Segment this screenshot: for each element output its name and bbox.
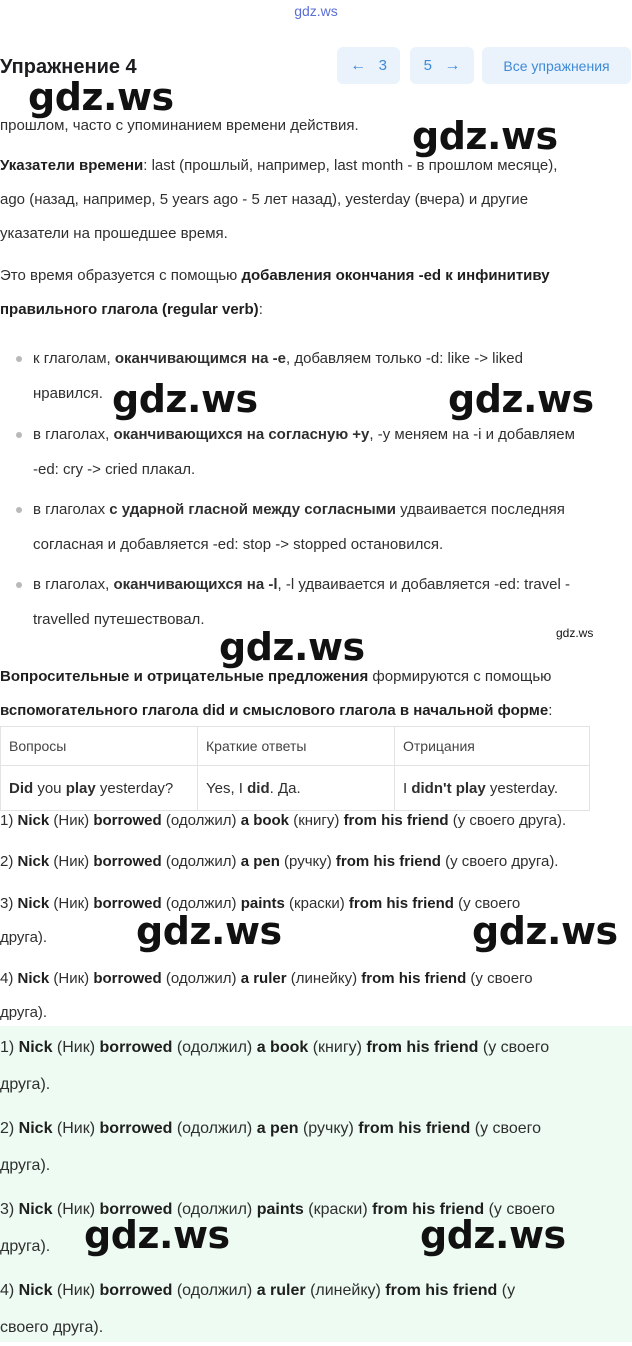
table-header-cell: Краткие ответы <box>198 727 395 766</box>
answer-line: 2) Nick (Ник) borrowed (одолжил) a pen (ручку) from his friend (у своего друга). <box>0 853 559 870</box>
highlighted-answer-line: 3) Nick (Ник) borrowed (одолжил) paints (краски) from his friend (у своего друга). <box>0 1201 555 1255</box>
rule-list-item: в глаголах, оканчивающихся на -l, -l удваивается и добавляется -ed: travel - travelled путешествовал. <box>33 576 571 628</box>
highlighted-answer-line: 1) Nick (Ник) borrowed (одолжил) a book (книгу) from his friend (у своего друга). <box>0 1039 550 1093</box>
table-cell: Did you play yesterday? <box>1 766 198 811</box>
theory-paragraph-3: Это время образуется с помощью добавления окончания -ed к инфинитиву правильного глагола (regular verb): <box>0 267 550 318</box>
rule-list-item: к глаголам, оканчивающимся на -e, добавляем только -d: like -> liked нравился. <box>33 350 523 402</box>
all-exercises-button[interactable]: Все упражнения <box>482 47 631 84</box>
answer-line: 1) Nick (Ник) borrowed (одолжил) a book (книгу) from his friend (у своего друга). <box>0 812 567 829</box>
watermark: gdz.ws <box>420 1213 566 1257</box>
next-exercise-label: 5 <box>423 57 432 74</box>
prev-exercise-button[interactable] <box>337 47 400 84</box>
theory-paragraph-4: Вопросительные и отрицательные предложения формируются с помощью вспомогательного глагола did и смыслового глагола в начальной форме: <box>0 668 553 719</box>
answer-line: 3) Nick (Ник) borrowed (одолжил) paints (краски) from his friend (у своего друга). <box>0 895 521 946</box>
theory-paragraph-1: прошлом, часто с упоминанием времени действия. <box>0 117 359 134</box>
answer-line: 4) Nick (Ник) borrowed (одолжил) a ruler (линейку) from his friend (у своего друга). <box>0 970 533 1021</box>
theory-paragraph-2: Указатели времени: last (прошлый, например, last month - в прошлом месяце), ago (назад, например, 5 years ago - 5 лет назад), yesterday (вчера) и другие указатели на прошедшее время. <box>0 157 558 242</box>
prev-exercise-label: 3 <box>378 57 387 74</box>
table-cell: I didn't play yesterday. <box>395 766 590 811</box>
top-watermark: gdz.ws <box>294 3 338 19</box>
highlighted-answer-line: 2) Nick (Ник) borrowed (одолжил) a pen (ручку) from his friend (у своего друга). <box>0 1120 542 1174</box>
next-exercise-button[interactable] <box>410 47 474 84</box>
grammar-table <box>0 726 590 811</box>
watermark: gdz.ws <box>412 114 558 158</box>
highlighted-answer-line: 4) Nick (Ник) borrowed (одолжил) a ruler (линейку) from his friend (у своего друга). <box>0 1282 516 1336</box>
bullet-dot <box>16 356 22 362</box>
watermark: gdz.ws <box>112 377 258 421</box>
watermark: gdz.ws <box>84 1213 230 1257</box>
table-cell: Yes, I did. Да. <box>198 766 395 811</box>
arrow-left-icon: ← <box>350 56 367 74</box>
rule-list-item: в глаголах с ударной гласной между согласными удваивается последняя согласная и добавляется -ed: stop -> stopped остановился. <box>33 501 565 553</box>
watermark: gdz.ws <box>136 909 282 953</box>
arrow-right-icon: → <box>444 56 461 74</box>
watermark: gdz.ws <box>219 625 365 669</box>
bullet-dot <box>16 432 22 438</box>
watermark: gdz.ws <box>472 909 618 953</box>
watermark: gdz.ws <box>448 377 594 421</box>
page-title: Упражнение 4 <box>0 56 137 78</box>
watermark: gdz.ws <box>28 75 174 119</box>
table-header-cell: Вопросы <box>1 727 198 766</box>
watermark-small: gdz.ws <box>556 626 594 640</box>
table-header-row <box>1 727 590 766</box>
rule-list-item: в глаголах, оканчивающихся на согласную +y, -y меняем на -i и добавляем -ed: cry -> cried плакал. <box>33 426 575 478</box>
bullet-dot <box>16 507 22 513</box>
table-header-cell: Отрицания <box>395 727 590 766</box>
time-markers-heading: Указатели времени <box>0 157 144 174</box>
bullet-dot <box>16 582 22 588</box>
